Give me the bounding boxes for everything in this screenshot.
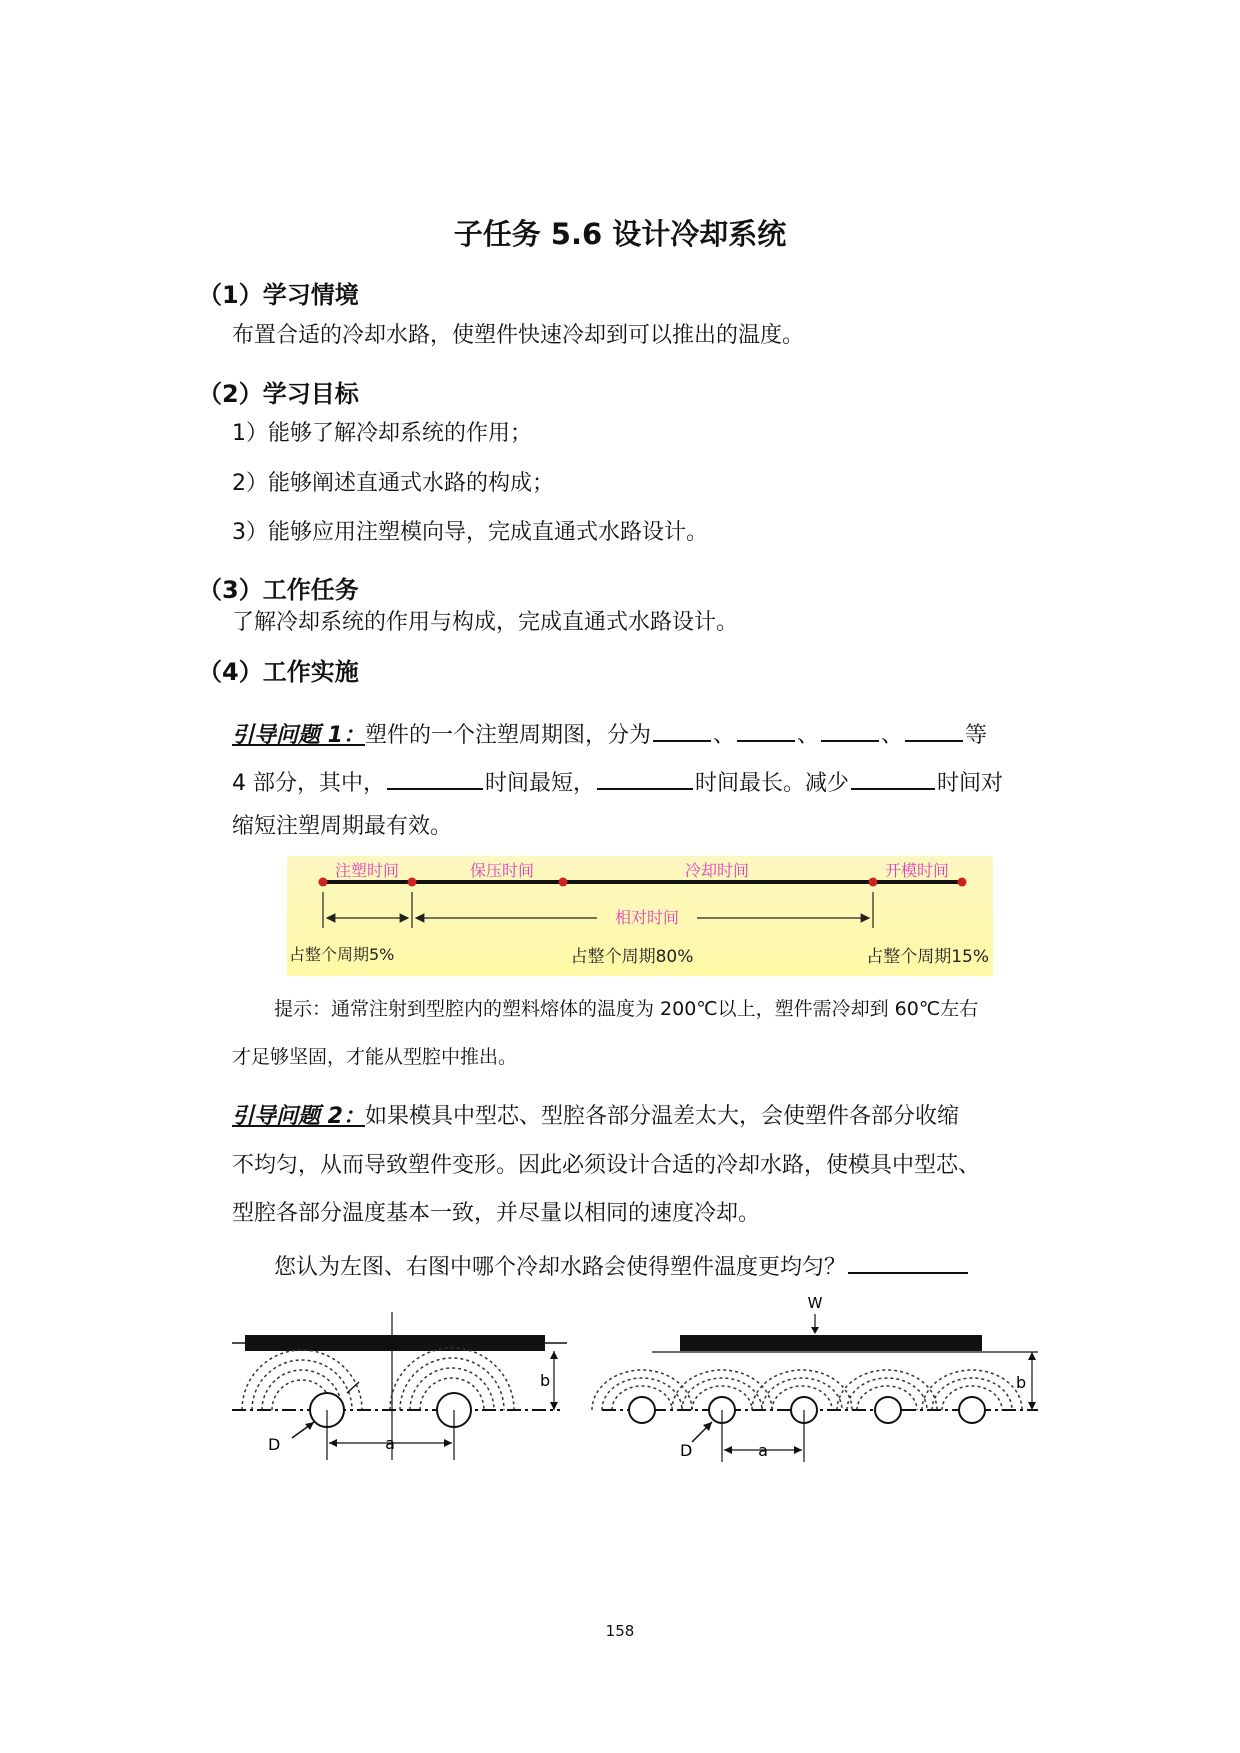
question-2-line-3: 型腔各部分温度基本一致，并尽量以相同的速度冷却。: [232, 1201, 761, 1226]
answer-blank-1[interactable]: [653, 720, 711, 742]
answer-blank-8[interactable]: [848, 1252, 968, 1274]
timeline-point: [319, 878, 328, 887]
answer-blank-4[interactable]: [905, 720, 963, 742]
label-holding-time: 保压时间: [469, 861, 535, 880]
dim-a-left: a: [385, 1434, 395, 1453]
section-4-heading: （4）工作实施: [198, 658, 359, 686]
section-1-heading: （1）学习情境: [198, 281, 359, 309]
question-1-label: 引导问题 1：: [232, 723, 365, 748]
timeline-point: [559, 878, 568, 887]
label-relative-time: 相对时间: [614, 908, 680, 927]
question-2-line-1: [232, 1106, 959, 1128]
timeline-point: [958, 878, 967, 887]
goal-item-3: 3）能够应用注塑模向导，完成直通式水路设计。: [232, 520, 708, 545]
question-2-prompt: [274, 1252, 970, 1279]
pct-holding-cooling: 占整个周期80%: [570, 947, 694, 967]
q2-line1-text: 如果模具中型芯、型腔各部分温差太大，会使塑件各部分收缩: [364, 1104, 959, 1129]
goal-item-2: 2）能够阐述直通式水路的构成；: [232, 471, 554, 496]
section-3-text: 了解冷却系统的作用与构成，完成直通式水路设计。: [232, 610, 739, 635]
dim-b-left: b: [540, 1371, 551, 1390]
dim-w-right: W: [807, 1294, 823, 1312]
q1-line2-a: 4 部分，其中，: [232, 771, 385, 796]
cooling-channel-figures: [232, 1290, 1044, 1472]
q1-line2-d: 时间对: [937, 771, 1004, 796]
q2-question-text: 您认为左图、右图中哪个冷却水路会使得塑件温度更均匀？: [274, 1255, 847, 1280]
q1-text-a: 塑件的一个注塑周期图，分为: [364, 723, 651, 748]
q1-line2-c: 时间最长。减少: [695, 771, 850, 796]
answer-blank-5[interactable]: [387, 768, 483, 790]
answer-blank-3[interactable]: [821, 720, 879, 742]
right-layout-diagram: [592, 1294, 1038, 1462]
dim-d-right: D: [680, 1441, 693, 1460]
cooling-channel-circle: [875, 1397, 901, 1423]
question-1-line-2: [232, 768, 1003, 795]
page-title: 子任务 5.6 设计冷却系统: [453, 217, 787, 251]
hint-line-1: 提示：通常注射到型腔内的塑料熔体的温度为 200℃以上，塑件需冷却到 60℃左右: [274, 998, 979, 1020]
pct-opening: 占整个周期15%: [866, 947, 989, 967]
answer-blank-7[interactable]: [851, 768, 935, 790]
injection-cycle-figure: [287, 856, 993, 976]
section-2-heading: （2）学习目标: [198, 380, 359, 408]
cooling-channel-circle: [629, 1397, 655, 1423]
hint-line-2: 才足够坚固，才能从型腔中推出。: [232, 1046, 518, 1068]
separator: 、: [797, 723, 820, 748]
q1-text-b: 等: [965, 723, 988, 748]
label-cooling-time: 冷却时间: [684, 861, 750, 880]
goal-item-1: 1）能够了解冷却系统的作用；: [232, 421, 532, 446]
timeline-point: [408, 878, 417, 887]
separator: 、: [881, 723, 904, 748]
dim-b-right: b: [1016, 1373, 1027, 1392]
part-plate-left: [245, 1335, 545, 1351]
question-1-line-3: 缩短注塑周期最有效。: [232, 814, 453, 839]
answer-blank-2[interactable]: [737, 720, 795, 742]
q1-line2-b: 时间最短，: [485, 771, 596, 796]
label-opening-time: 开模时间: [884, 861, 950, 880]
question-2-line-2: 不均匀，从而导致塑件变形。因此必须设计合适的冷却水路，使模具中型芯、: [232, 1153, 981, 1178]
question-1-line-1: [232, 720, 987, 747]
separator: 、: [712, 723, 735, 748]
dim-a-right: a: [758, 1441, 768, 1460]
part-plate-right: [680, 1335, 982, 1351]
dim-d-left: D: [268, 1435, 281, 1454]
question-2-label: 引导问题 2：: [232, 1104, 365, 1129]
label-injection-time: 注塑时间: [334, 861, 400, 880]
section-1-text: 布置合适的冷却水路，使塑件快速冷却到可以推出的温度。: [232, 323, 805, 348]
section-3-heading: （3）工作任务: [198, 576, 359, 604]
pct-injection: 占整个周期5%: [289, 945, 395, 964]
timeline-point: [869, 878, 878, 887]
left-layout-diagram: [232, 1312, 567, 1460]
answer-blank-6[interactable]: [597, 768, 693, 790]
cooling-channel-circle: [959, 1397, 985, 1423]
page-number: 158: [605, 1622, 635, 1640]
